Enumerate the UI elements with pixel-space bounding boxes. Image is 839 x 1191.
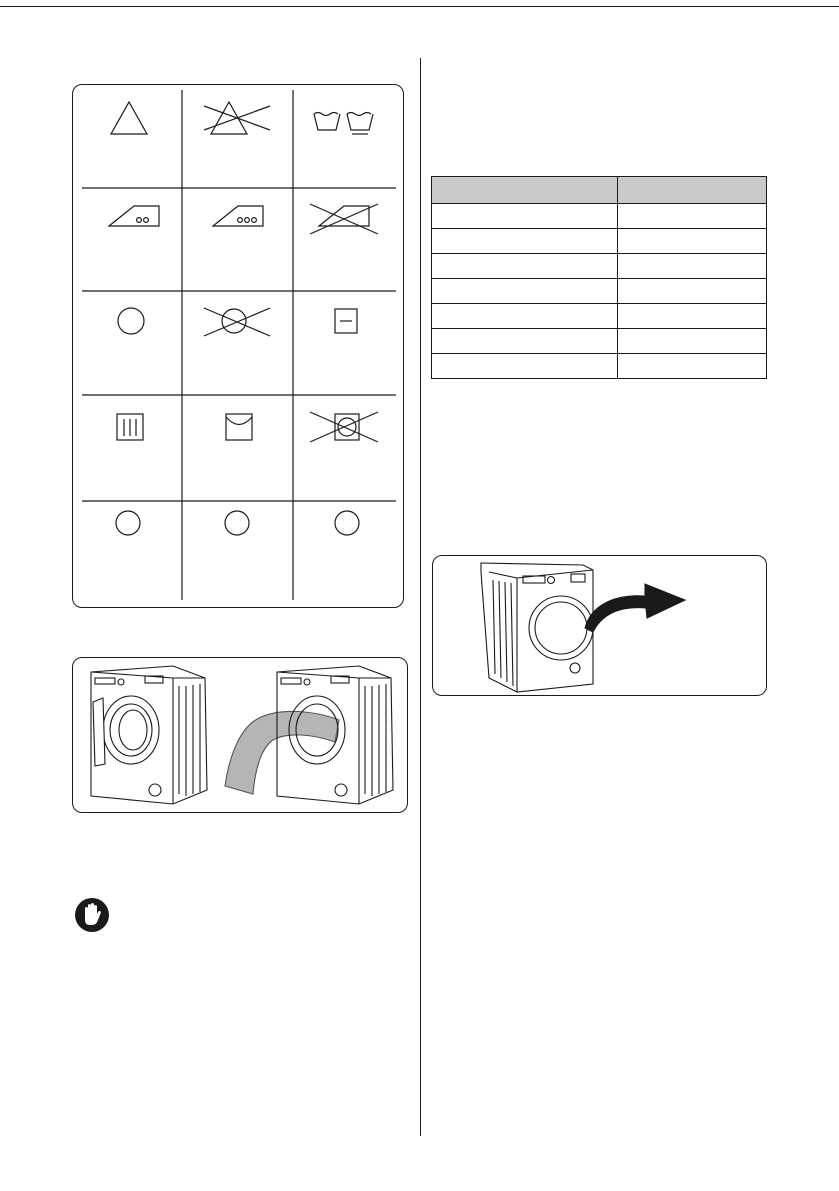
table-row [432, 279, 767, 304]
machine-hose-figure [72, 657, 408, 813]
table-header-cell [432, 177, 618, 204]
no-iron-icon [310, 204, 378, 234]
table-row [432, 229, 767, 254]
table-cell [432, 204, 618, 229]
stop-hand-icon [74, 897, 110, 933]
drying-table [431, 176, 767, 379]
iron-high-icon [213, 206, 263, 226]
wash-tub-icon [314, 113, 373, 135]
table-row [432, 204, 767, 229]
care-symbols-grid [82, 90, 396, 600]
table-cell [618, 304, 767, 329]
bleach-triangle-icon [111, 102, 147, 134]
table-cell [618, 354, 767, 379]
table-cell [618, 229, 767, 254]
washing-machine-with-hose-icon [73, 658, 409, 814]
no-tumble-dry-icon [310, 412, 378, 442]
table-cell [618, 279, 767, 304]
table-header-cell [618, 177, 767, 204]
dry-clean-circle-icon [118, 308, 144, 334]
table-cell [618, 254, 767, 279]
top-rule [0, 6, 839, 7]
circle-icon [335, 511, 359, 535]
table-cell [432, 254, 618, 279]
dry-flat-icon [335, 309, 357, 333]
table-row [432, 304, 767, 329]
table-cell [618, 204, 767, 229]
table-cell [618, 329, 767, 354]
iron-low-icon [109, 206, 159, 226]
circle-icon [225, 511, 249, 535]
table-row [432, 329, 767, 354]
machine-door-figure [432, 555, 767, 696]
table-cell [432, 354, 618, 379]
drip-dry-icon [226, 414, 252, 440]
table-cell [432, 279, 618, 304]
no-bleach-icon [204, 102, 270, 134]
line-dry-icon [117, 414, 143, 440]
washing-machine-door-open-arrow-icon [433, 556, 768, 697]
table-header-row [432, 177, 767, 204]
table-cell [432, 229, 618, 254]
no-dry-clean-icon [204, 308, 270, 336]
column-divider [420, 58, 421, 1136]
circle-icon [116, 511, 140, 535]
table-cell [432, 329, 618, 354]
table-row [432, 254, 767, 279]
table-cell [432, 304, 618, 329]
table-row [432, 354, 767, 379]
